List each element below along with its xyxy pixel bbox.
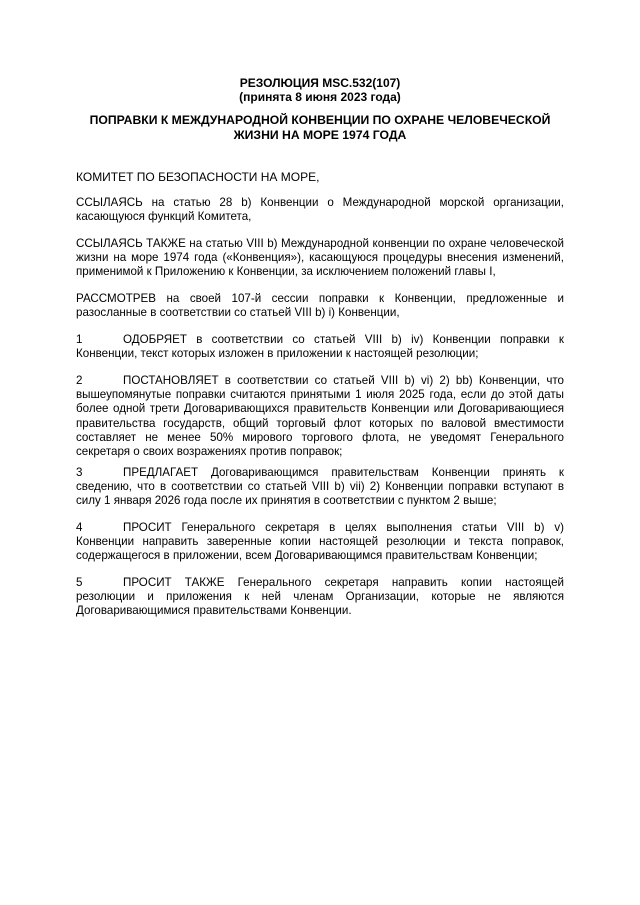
operative-paragraph: [76, 333, 564, 361]
paragraph-number: 5: [76, 576, 83, 589]
operative-paragraph: [76, 466, 564, 509]
operative-paragraph: [76, 576, 564, 619]
adoption-date: (принята 8 июня 2023 года): [239, 90, 401, 104]
paragraph-number: 4: [76, 521, 83, 534]
paragraph-text: ПОСТАНОВЛЯЕТ в соответствии со статьей VIII b) vi) 2) bb) Конвенции, что вышеупомянутые поправки считаются принятыми 1 июля 2025 года, если до этой даты более одной трети Договаривающихся правительств Конвенции или Договаривающиеся правительства государств, общий торговый флот которых по валовой вместимости составляет не менее 50% мирового торгового флота, не уведомят Генерального секретаря о своих возражениях против поправок;: [76, 374, 564, 459]
operative-paragraph: [76, 521, 564, 564]
preamble-recalling-further: ССЫЛАЯСЬ ТАКЖЕ на статью VIII b) Международной конвенции по охране человеческой жизни на море 1974 года («Конвенция»), касающуюся процедуры внесения изменений, применимой к Приложению к Конвенции, за исключением положений главы I,: [76, 237, 564, 279]
paragraph-text: ПРОСИТ Генерального секретаря в целях выполнения статьи VIII b) v) Конвенции направить заверенные копии настоящей резолюции и текста поправок, содержащегося в приложении, всем Договаривающимся правительствам Конвенции;: [76, 521, 564, 563]
preamble-having-considered: РАССМОТРЕВ на своей 107-й сессии поправки к Конвенции, предложенные и разосланные в соответствии со статьей VIII b) i) Конвенции,: [76, 292, 564, 320]
committee-heading: КОМИТЕТ ПО БЕЗОПАСНОСТИ НА МОРЕ,: [76, 170, 320, 184]
preamble-recalling: ССЫЛАЯСЬ на статью 28 b) Конвенции о Международной морской организации, касающуюся функций Комитета,: [76, 196, 564, 224]
resolution-title: РЕЗОЛЮЦИЯ MSC.532(107): [239, 76, 401, 90]
paragraph-number: 1: [76, 333, 83, 346]
paragraph-number: 3: [76, 466, 83, 479]
paragraph-text: ПРОСИТ ТАКЖЕ Генерального секретаря направить копии настоящей резолюции и приложения к ней членам Организации, которые не являются Договаривающимися правительствами Конвенции.: [76, 576, 564, 618]
paragraph-number: 2: [76, 374, 83, 387]
amendments-title: ПОПРАВКИ К МЕЖДУНАРОДНОЙ КОНВЕНЦИИ ПО ОХРАНЕ ЧЕЛОВЕЧЕСКОЙ ЖИЗНИ НА МОРЕ 1974 ГОДА: [89, 113, 551, 142]
paragraph-text: ПРЕДЛАГАЕТ Договаривающимся правительствам Конвенции принять к сведению, что в соответствии со статьей VIII b) vii) 2) Конвенции поправки вступают в силу 1 января 2026 года после их принятия в соответствии с пунктом 2 выше;: [76, 466, 564, 508]
paragraph-text: ОДОБРЯЕТ в соответствии со статьей VIII b) iv) Конвенции поправки к Конвенции, текст которых изложен в приложении к настоящей резолюции;: [76, 333, 564, 361]
operative-paragraph: [76, 374, 564, 459]
